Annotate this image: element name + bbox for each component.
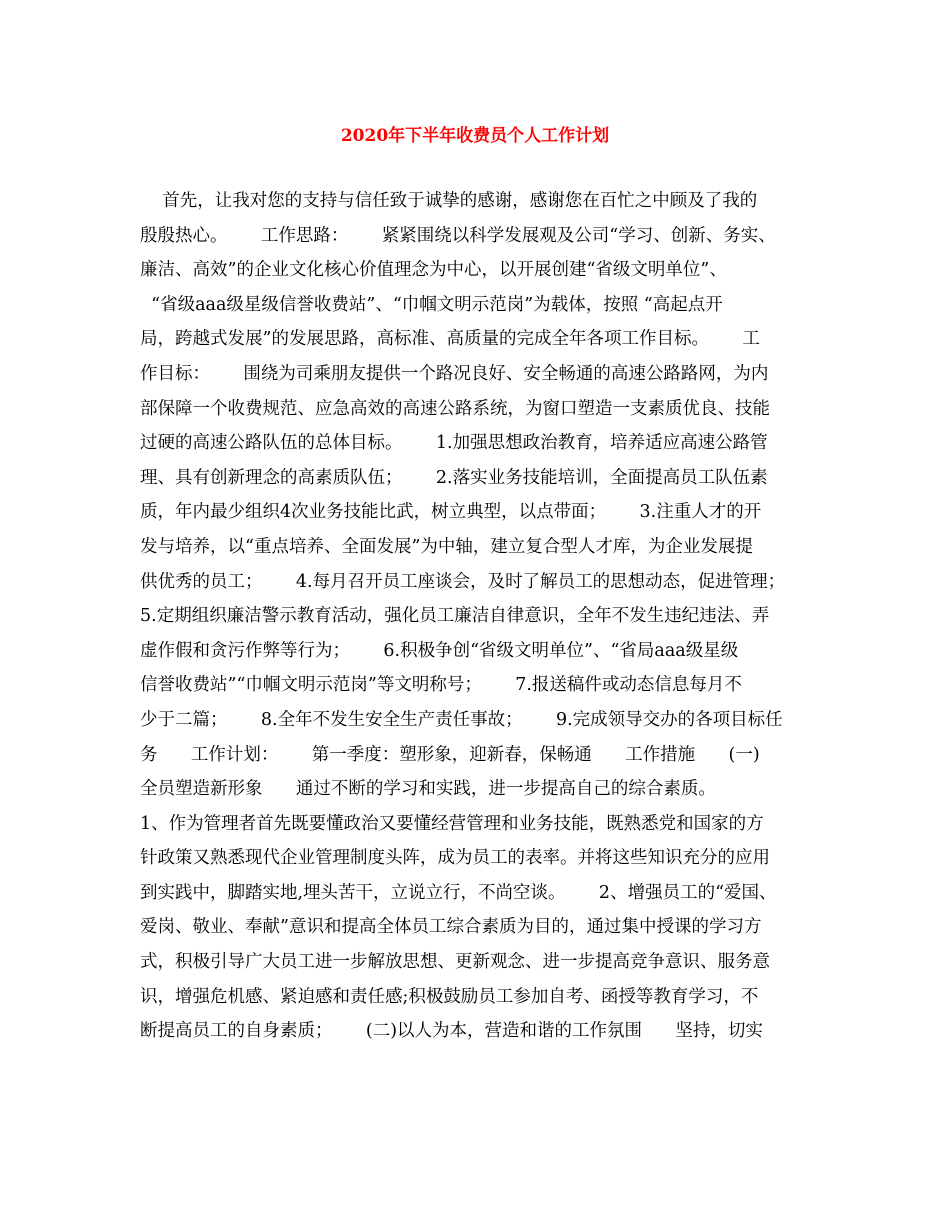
body-line: 1、作为管理者首先既要懂政治又要懂经营管理和业务技能，既熟悉党和国家的方 <box>140 813 764 834</box>
body-line: 到实践中，脚踏实地,埋头苦干，立说立行，不尚空谈。 2、增强员工的“爱国、 <box>140 882 777 903</box>
body-line: 5.定期组织廉洁警示教育活动，强化员工廉洁自律意识，全年不发生违纪违法、弄 <box>140 606 770 627</box>
body-line: 爱岗、敬业、奉献”意识和提高全体员工综合素质为目的，通过集中授课的学习方 <box>140 917 762 938</box>
body-line: 少于二篇； 8.全年不发生安全生产责任事故； 9.完成领导交办的各项目标任 <box>140 709 783 730</box>
body-line: 识，增强危机感、紧迫感和责任感;积极鼓励员工参加自考、函授等教育学习，不 <box>140 986 759 1007</box>
body-line: 廉洁、高效”的企业文化核心价值理念为中心，以开展创建“省级文明单位”、 <box>140 260 727 281</box>
body-line: “省级aaa级星级信誉收费站”、“巾帼文明示范岗”为载体，按照 “高起点开 <box>140 294 723 315</box>
body-line: 过硬的高速公路队伍的总体目标。 1.加强思想政治教育，培养适应高速公路管 <box>140 433 768 454</box>
body-line: 断提高员工的自身素质； (二)以人为本，营造和谐的工作氛围 坚持，切实 <box>140 1021 763 1042</box>
body-line: 发与培养，以“重点培养、全面发展”为中轴，建立复合型人才库，为企业发展提 <box>140 536 753 557</box>
body-line: 信誉收费站”“巾帼文明示范岗”等文明称号； 7.报送稿件或动态信息每月不 <box>140 675 742 696</box>
body-line: 局，跨越式发展”的发展思路，高标准、高质量的完成全年各项工作目标。 工 <box>140 329 760 350</box>
body-line: 全员塑造新形象 通过不断的学习和实践，进一步提高自己的综合素质。 <box>140 779 716 800</box>
body-line: 理、具有创新理念的高素质队伍； 2.落实业务技能培训，全面提高员工队伍素 <box>140 467 768 488</box>
document-title: 2020年下半年收费员个人工作计划 <box>340 126 610 146</box>
body-line: 质，年内最少组织4次业务技能比武，树立典型，以点带面； 3.注重人才的开 <box>140 502 762 523</box>
body-line: 针政策又熟悉现代企业管理制度头阵，成为员工的表率。并将这些知识充分的应用 <box>140 848 770 869</box>
body-line: 务 工作计划： 第一季度：塑形象，迎新春，保畅通 工作措施 (一) <box>140 744 760 765</box>
body-line: 殷殷热心。 工作思路： 紧紧围绕以科学发展观及公司“学习、创新、务实、 <box>140 225 776 246</box>
body-line: 式，积极引导广大员工进一步解放思想、更新观念、进一步提高竞争意识、服务意 <box>140 952 770 973</box>
body-line: 部保障一个收费规范、应急高效的高速公路系统，为窗口塑造一支素质优良、技能 <box>140 398 770 419</box>
body-line: 作目标： 围绕为司乘朋友提供一个路况良好、安全畅通的高速公路路网，为内 <box>140 363 769 384</box>
body-line: 供优秀的员工； 4.每月召开员工座谈会，及时了解员工的思想动态，促进管理； <box>140 571 786 592</box>
body-line: 虚作假和贪污作弊等行为； 6.积极争创“省级文明单位”、“省局aaa级星级 <box>140 640 739 661</box>
document-body <box>140 184 815 1049</box>
body-line: 首先，让我对您的支持与信任致于诚挚的感谢，感谢您在百忙之中顾及了我的 <box>140 191 758 211</box>
